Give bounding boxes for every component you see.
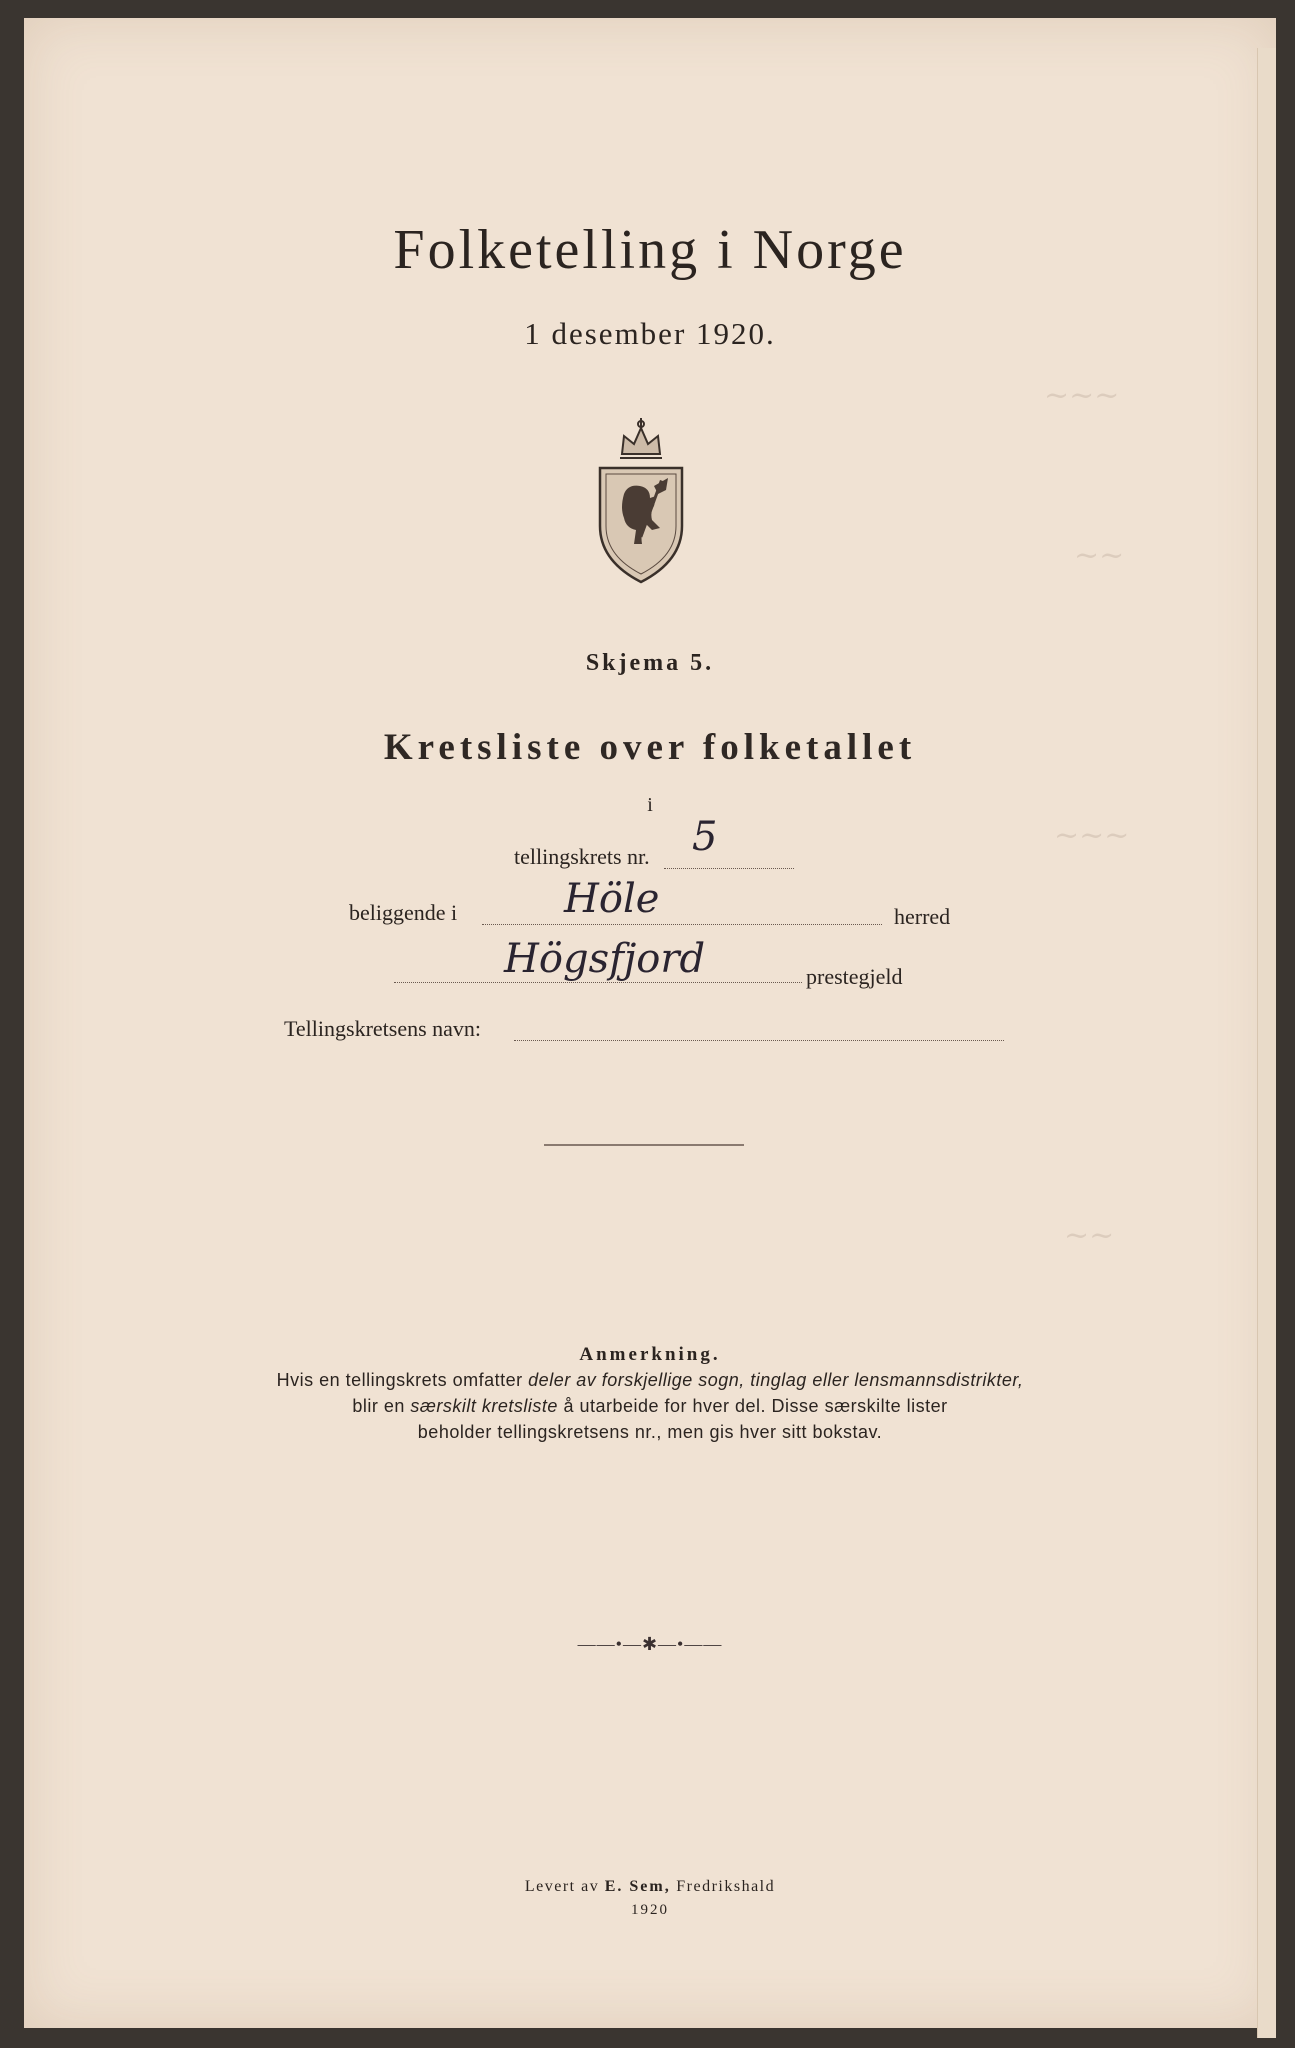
note-text: Hvis en tellingskrets omfatter	[276, 1370, 529, 1390]
navn-line	[514, 1040, 1004, 1041]
bleed-through-mark: ~~	[1074, 538, 1125, 573]
printer-imprint	[24, 1878, 1276, 1896]
bleed-through-mark: ~~	[1064, 1218, 1115, 1253]
prestegjeld-value[interactable]: Högsfjord	[504, 936, 706, 982]
norwegian-coat-of-arms-icon	[594, 416, 688, 584]
note-line-3: beholder tellingskretsens nr., men gis hver sitt bokstav.	[417, 1422, 883, 1442]
tellingskrets-line	[664, 868, 794, 869]
beliggende-line	[482, 924, 882, 925]
beliggende-label: beliggende i	[349, 900, 458, 925]
note-emphasis: særskilt kretsliste	[410, 1396, 558, 1416]
schema-number: Skjema 5.	[585, 650, 715, 676]
bleed-through-mark: ~~~	[1054, 818, 1130, 853]
note-line-2	[24, 1396, 1276, 1417]
bleed-through-mark: ~~~	[1044, 378, 1120, 413]
document-date: 1 desember 1920.	[524, 316, 776, 351]
printer-prefix: Levert av	[524, 1878, 605, 1895]
ornament-divider: ——•—✱—•——	[577, 1634, 723, 1654]
herred-label: herred	[894, 904, 951, 929]
navn-label: Tellingskretsens navn:	[284, 1016, 482, 1041]
document-title: Folketelling i Norge	[393, 219, 907, 281]
note-text: blir en	[352, 1396, 411, 1416]
note-line-1	[24, 1370, 1276, 1391]
connector-word: i	[647, 794, 653, 816]
tellingskrets-value[interactable]: 5	[692, 814, 718, 860]
printer-location: Fredrikshald	[670, 1878, 776, 1895]
prestegjeld-line	[394, 982, 802, 983]
beliggende-value[interactable]: Höle	[564, 876, 660, 922]
prestegjeld-label: prestegjeld	[806, 964, 903, 989]
census-form-page	[24, 18, 1276, 2028]
note-emphasis: deler av forskjellige sogn, tinglag eller lensmannsdistrikter,	[528, 1370, 1024, 1390]
printer-name: E. Sem,	[604, 1878, 671, 1895]
tellingskrets-label: tellingskrets nr.	[514, 844, 650, 869]
separator-rule	[544, 1144, 744, 1146]
form-heading: Kretsliste over folketallet	[383, 727, 917, 768]
printer-year: 1920	[631, 1902, 669, 1918]
note-title: Anmerkning.	[579, 1344, 721, 1365]
note-text: å utarbeide for hver del. Disse særskilte lister	[557, 1396, 948, 1416]
